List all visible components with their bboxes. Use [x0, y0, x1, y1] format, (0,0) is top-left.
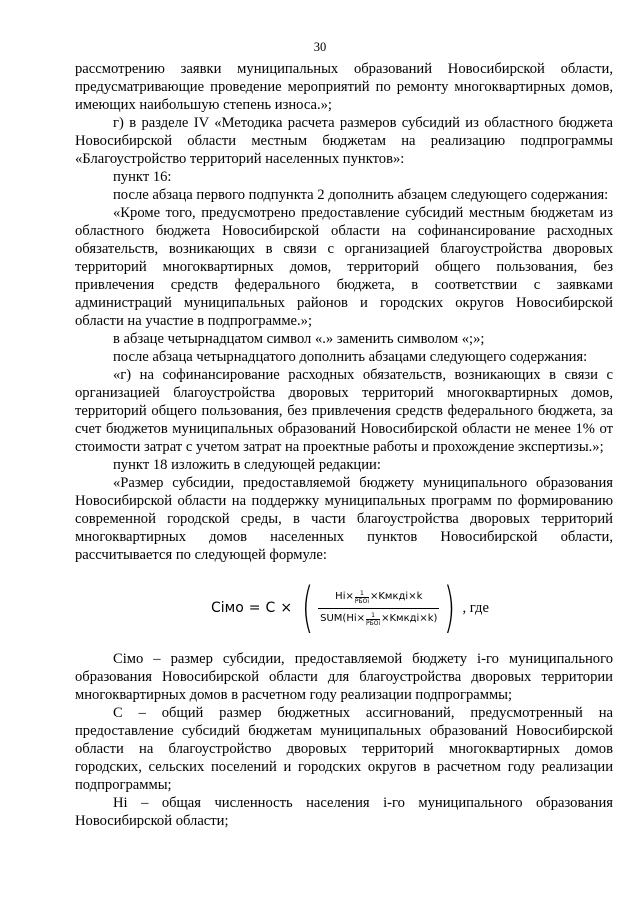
formula-denominator: [318, 612, 439, 627]
denominator-inner-fraction: [366, 612, 380, 627]
inner-one-den: 1: [371, 611, 375, 619]
formula-equals: =: [248, 600, 261, 616]
left-paren: (: [301, 576, 314, 639]
fraction-bar: [318, 608, 439, 609]
denominator-k: ×Kмкдi×k): [381, 613, 438, 624]
denominator-sum: SUM(Hi×: [320, 613, 365, 624]
inner-pbo-den: PБOi: [366, 619, 381, 627]
paragraph: пункт 18 изложить в следующей редакции:: [113, 457, 381, 473]
formula-expression: [211, 576, 489, 640]
right-paren: ): [444, 576, 456, 639]
paragraph: пункт 16:: [113, 169, 172, 185]
numerator-k: ×Kмкдi×k: [369, 591, 423, 602]
paragraphs-bottom: [75, 650, 613, 830]
paragraph: после абзаца четырнадцатого дополнить абзацами следующего содержания:: [113, 349, 588, 365]
subsidy-formula: [75, 576, 613, 640]
formula-numerator: [333, 590, 424, 605]
formula-fraction: [318, 590, 439, 627]
paragraph: г) в разделе IV «Методика расчета размеров субсидий из областного бюджета Новосибирской области местным бюджетам на реализацию подпрограммы «Благоустройство территорий населенных пунктов»:: [75, 115, 613, 167]
formula-tail: , где: [462, 600, 489, 616]
inner-one: 1: [360, 589, 364, 597]
paragraph: в абзаце четырнадцатом символ «.» заменить символом «;»;: [113, 331, 485, 347]
paragraph: Hi – общая численность населения i-го муниципального образования Новосибирской области;: [75, 795, 613, 829]
paragraphs-top: [75, 60, 613, 564]
document-body: [75, 60, 613, 830]
numerator-hi: Hi×: [335, 591, 354, 602]
formula-lhs: Ciмо: [211, 600, 244, 616]
formula-times: ×: [280, 600, 293, 616]
paragraph: «Кроме того, предусмотрено предоставление субсидий местным бюджетам из областного бюджета Новосибирской области на софинансирование расходных обязательств, возникающих в связи с организацией благоустройства дворовых территорий многоквартирных домов, территорий общего пользования, без привлечения средств федерального бюджета, в соответствии с заявками администраций муниципальных районов и городских округов Новосибирской области на участие в подпрограмме.»;: [75, 205, 613, 329]
paragraph: С – общий размер бюджетных ассигнований, предусмотренный на предоставление субсидий бюджетам муниципальных образований Новосибирской области на благоустройство дворовых территорий многоквартирных домов городских, сельских поселений и городских округов в расчетном году реализации подпрограммы;: [75, 705, 613, 793]
page-number: 30: [313, 40, 327, 54]
paragraph: Ciмо – размер субсидии, предоставляемой бюджету i-го муниципального образования Новосибирской области для благоустройства дворовых территории многоквартирных домов в расчетном году реализации подпрограммы;: [75, 651, 613, 703]
formula-c: C: [265, 600, 276, 616]
paragraph: рассмотрению заявки муниципальных образований Новосибирской области, предусматривающие проведение мероприятий по ремонту многоквартирных домов, имеющих наибольшую степень износа.»;: [75, 61, 613, 113]
paragraph: после абзаца первого подпункта 2 дополнить абзацем следующего содержания:: [113, 187, 609, 203]
numerator-inner-fraction: [355, 590, 369, 605]
inner-pbo: PБOi: [354, 597, 369, 605]
paragraph: «г) на софинансирование расходных обязательств, возникающих в связи с организацией благоустройства дворовых территорий многоквартирных домов, территорий общего пользования, без привлечения средств федерального бюджета, за счет бюджетов муниципальных образований Новосибирской области не менее 1% от стоимости затрат с учетом затрат на проектные работы и прохождение экспертизы.»;: [75, 367, 613, 455]
paragraph: «Размер субсидии, предоставляемой бюджету муниципального образования Новосибирской области на поддержку муниципальных программ по формированию современной городской среды, в части благоустройства дворовых территорий многоквартирных домов населенных пунктов Новосибирской области, рассчитывается по следующей формуле:: [75, 475, 613, 563]
